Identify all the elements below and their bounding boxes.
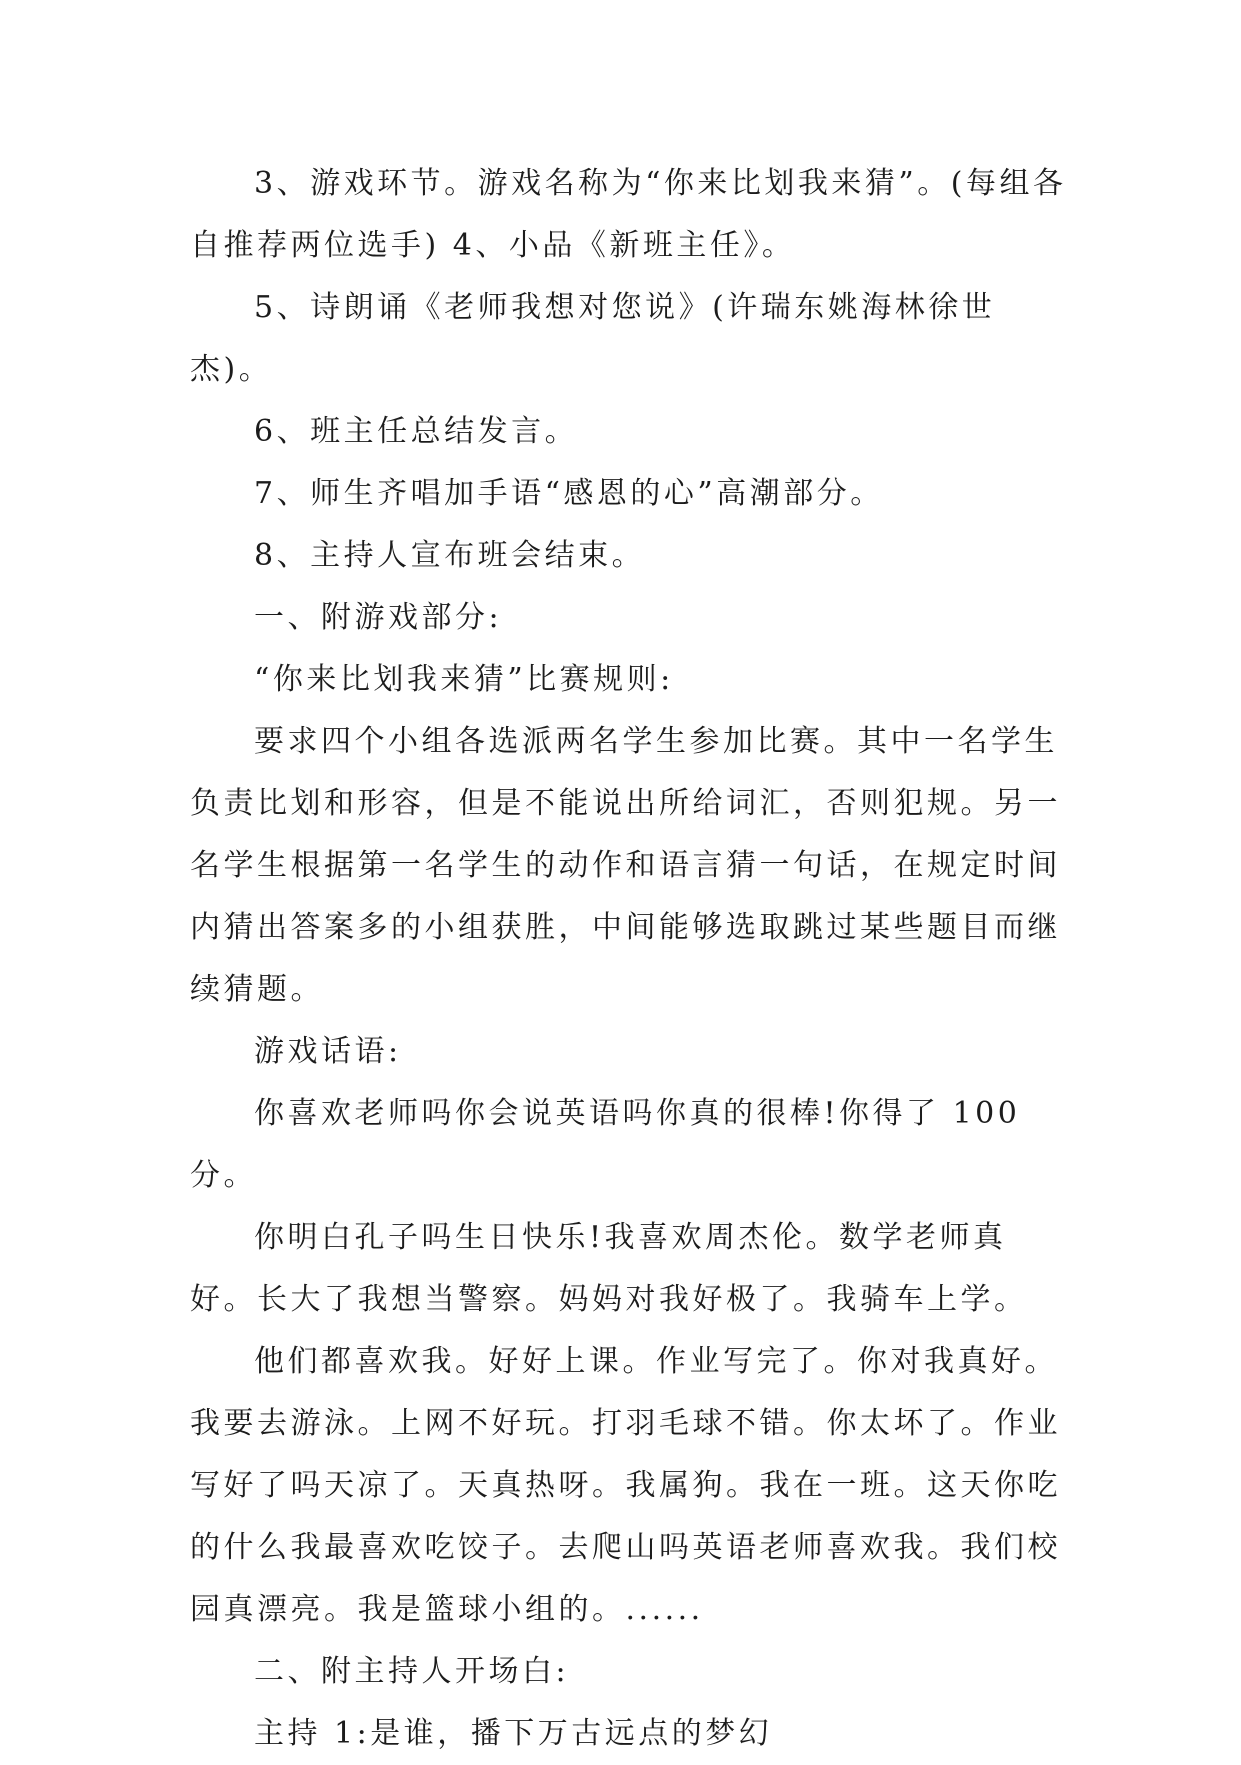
paragraph-game-section: 3、游戏环节。游戏名称为“你来比划我来猜”。(每组各自推荐两位选手) 4、小品《新班主任》。 (190, 166, 1067, 263)
paragraph-poem-recitation: 5、诗朗诵《老师我想对您说》(许瑞东姚海林徐世杰)。 (190, 290, 996, 387)
heading-game-phrases: 游戏话语: (254, 1034, 402, 1069)
heading-host-opening: 二、附主持人开场白: (254, 1654, 570, 1689)
paragraph-sing-along: 7、师生齐唱加手语“感恩的心”高潮部分。 (254, 476, 884, 511)
paragraph-phrases-3: 他们都喜欢我。好好上课。作业写完了。你对我真好。我要去游泳。上网不好玩。打羽毛球不错。你太坏了。作业写好了吗天凉了。天真热呀。我属狗。我在一班。这天你吃的什么我最喜欢吃饺子。去爬山吗英语老师喜欢我。我们校园真漂亮。我是篮球小组的。...... (190, 1344, 1061, 1627)
paragraph-phrases-1: 你喜欢老师吗你会说英语吗你真的很棒!你得了 100 分。 (190, 1096, 1021, 1193)
paragraph-phrases-2: 你明白孔子吗生日快乐!我喜欢周杰伦。数学老师真好。长大了我想当警察。妈妈对我好极了。我骑车上学。 (190, 1220, 1028, 1317)
paragraph-host-1: 主持 1:是谁，播下万古远点的梦幻 (254, 1716, 773, 1751)
document-body (190, 153, 1070, 1765)
heading-game-appendix: 一、附游戏部分: (254, 600, 503, 635)
heading-game-rules: “你来比划我来猜”比赛规则: (254, 662, 674, 697)
paragraph-rules-text: 要求四个小组各选派两名学生参加比赛。其中一名学生负责比划和形容，但是不能说出所给词汇，否则犯规。另一名学生根据第一名学生的动作和语言猜一句话，在规定时间内猜出答案多的小组获胜，中间能够选取跳过某些题目而继续猜题。 (190, 724, 1061, 1007)
paragraph-meeting-end: 8、主持人宣布班会结束。 (254, 538, 646, 573)
paragraph-teacher-summary: 6、班主任总结发言。 (254, 414, 579, 449)
